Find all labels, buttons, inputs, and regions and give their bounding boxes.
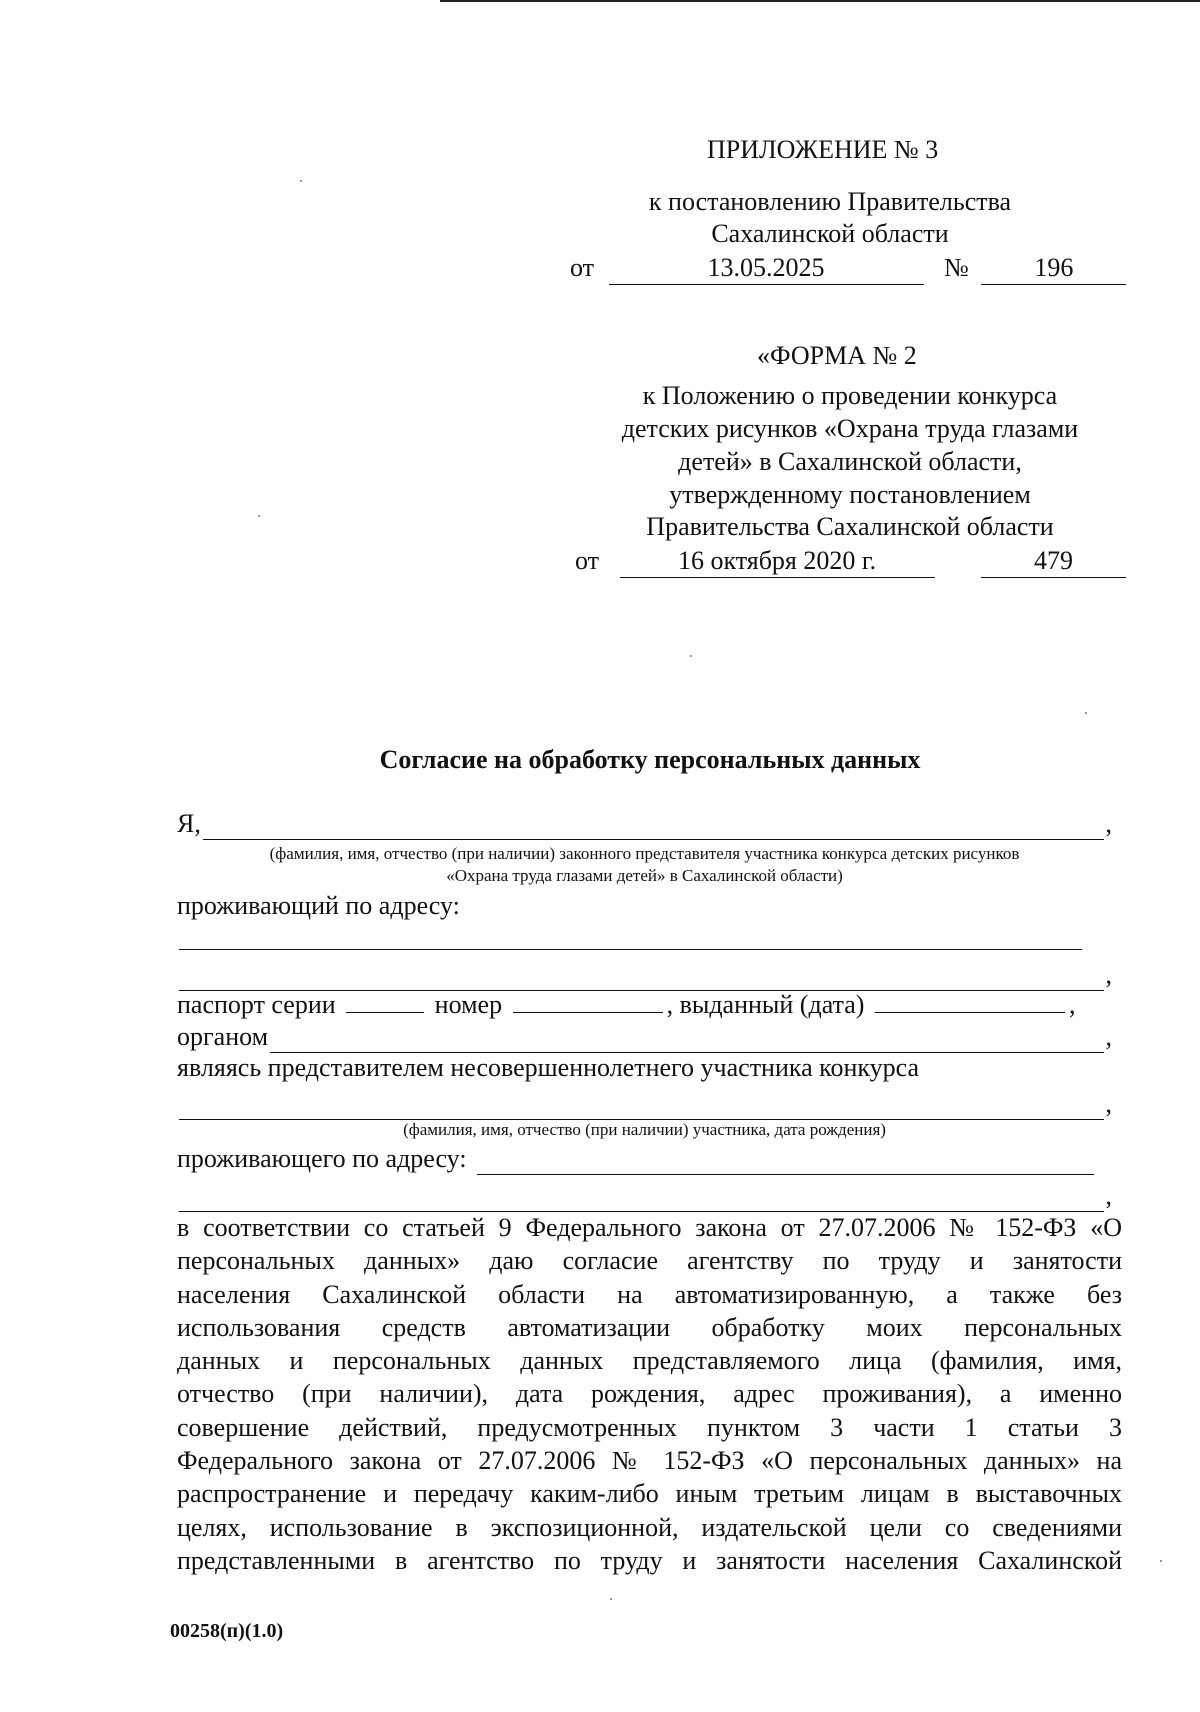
i-label: Я, xyxy=(177,809,201,838)
participant-address-field-1[interactable] xyxy=(477,1150,1094,1175)
form-line-2: детских рисунков «Охрана труда глазами xyxy=(621,414,1079,443)
form-date-row xyxy=(575,545,1135,578)
representative-name-field[interactable] xyxy=(203,815,1104,840)
scan-speck xyxy=(300,180,302,182)
address-line-2-row xyxy=(177,959,1112,991)
participant-caption: (фамилия, имя, отчество (при наличии) участника, дата рождения) xyxy=(403,1120,886,1139)
appendix-number: 196 xyxy=(981,252,1126,285)
comma-1: , xyxy=(1105,809,1112,838)
form-line-5: Правительства Сахалинской области xyxy=(646,512,1054,541)
form-date: 16 октября 2020 г. xyxy=(620,545,935,578)
comma-4: , xyxy=(1105,1022,1112,1051)
body-line-4: использования средств автоматизации обработку моих персональных xyxy=(177,1312,1122,1342)
address-field-1[interactable] xyxy=(179,925,1082,950)
comma-2: , xyxy=(1105,960,1112,989)
authority-field[interactable] xyxy=(270,1028,1103,1053)
body-line-1: в соответствии со статьей 9 Федерального закона от 27.07.2006 № 152-ФЗ «О xyxy=(177,1213,1122,1242)
body-line-7: совершение действий, предусмотренных пунктом 3 части 1 статьи 3 xyxy=(177,1412,1122,1442)
body-line-8: Федерального закона от 27.07.2006 № 152-ФЗ «О персональных данных» на xyxy=(177,1446,1122,1476)
appendix-date-row xyxy=(570,252,1130,285)
appendix-date: 13.05.2025 xyxy=(609,252,924,285)
comma-3: , xyxy=(1068,990,1076,1019)
scan-speck xyxy=(1085,712,1087,714)
representative-name-row xyxy=(177,808,1112,840)
consent-heading: Согласие на обработку персональных данных xyxy=(379,745,921,774)
form-title: «ФОРМА № 2 xyxy=(757,341,917,370)
passport-row xyxy=(177,988,1112,1021)
participant-name-field[interactable] xyxy=(179,1095,1104,1120)
form-number: 479 xyxy=(981,545,1126,578)
appendix-resolution-line1: к постановлению Правительства xyxy=(648,187,1012,216)
issued-date-field[interactable] xyxy=(875,988,1065,1013)
passport-number-field[interactable] xyxy=(513,988,663,1013)
scan-speck xyxy=(1160,1560,1162,1562)
issued-date-label: , выданный (дата) xyxy=(666,990,865,1019)
authority-label: органом xyxy=(177,1022,269,1051)
body-line-3: населения Сахалинской области на автоматизированную, а также без xyxy=(177,1279,1122,1309)
appendix-resolution-line2: Сахалинской области xyxy=(711,219,949,248)
appendix-title: ПРИЛОЖЕНИЕ № 3 xyxy=(707,135,939,164)
representative-label: являясь представителем несовершеннолетнего участника конкурса xyxy=(177,1053,920,1082)
form-line-3: детей» в Сахалинской области, xyxy=(678,447,1022,476)
body-line-11: представленными в агентство по труду и занятости населения Сахалинской xyxy=(177,1545,1122,1575)
consent-body xyxy=(177,1211,1122,1577)
page-top-edge-line xyxy=(440,0,1200,2)
participant-residing-label: проживающего по адресу: xyxy=(177,1144,467,1173)
scan-speck xyxy=(258,515,260,517)
body-line-2: персональных данных» даю согласие агентству по труду и занятости xyxy=(177,1246,1122,1276)
body-line-10: целях, использование в экспозиционной, издательской цели со сведениями xyxy=(177,1512,1122,1542)
participant-address-row xyxy=(177,1143,1112,1175)
scan-speck xyxy=(610,1598,612,1600)
passport-number-label: номер xyxy=(434,990,503,1019)
comma-6: , xyxy=(1105,1181,1112,1210)
address-line-1-row xyxy=(177,925,1112,950)
comma-5: , xyxy=(1105,1089,1112,1118)
appendix-number-label: № xyxy=(944,253,969,282)
form-from-label: от xyxy=(575,546,600,575)
body-line-5: данных и персональных данных представляемого лица (фамилия, имя, xyxy=(177,1346,1122,1376)
appendix-from-label: от xyxy=(570,253,595,282)
authority-row xyxy=(177,1021,1112,1053)
form-line-4: утвержденному постановлением xyxy=(669,480,1031,509)
scan-speck xyxy=(690,655,692,657)
representative-caption-2: «Охрана труда глазами детей» в Сахалинской области) xyxy=(446,866,843,885)
body-line-9: распространение и передачу каким-либо иным третьим лицам в выставочных xyxy=(177,1479,1122,1509)
form-line-1: к Положению о проведении конкурса xyxy=(642,381,1058,410)
residing-label: проживающий по адресу: xyxy=(177,891,460,920)
participant-name-row xyxy=(177,1088,1112,1120)
passport-series-field[interactable] xyxy=(346,988,424,1013)
document-code: 00258(п)(1.0) xyxy=(170,1620,284,1642)
participant-address-row-2 xyxy=(177,1180,1112,1212)
participant-address-field-2[interactable] xyxy=(179,1187,1104,1212)
passport-series-label: паспорт серии xyxy=(177,990,336,1019)
representative-caption-1: (фамилия, имя, отчество (при наличии) законного представителя участника конкурса детских рисунков xyxy=(269,844,1020,863)
body-line-6: отчество (при наличии), дата рождения, адрес проживания), а именно xyxy=(177,1379,1122,1409)
